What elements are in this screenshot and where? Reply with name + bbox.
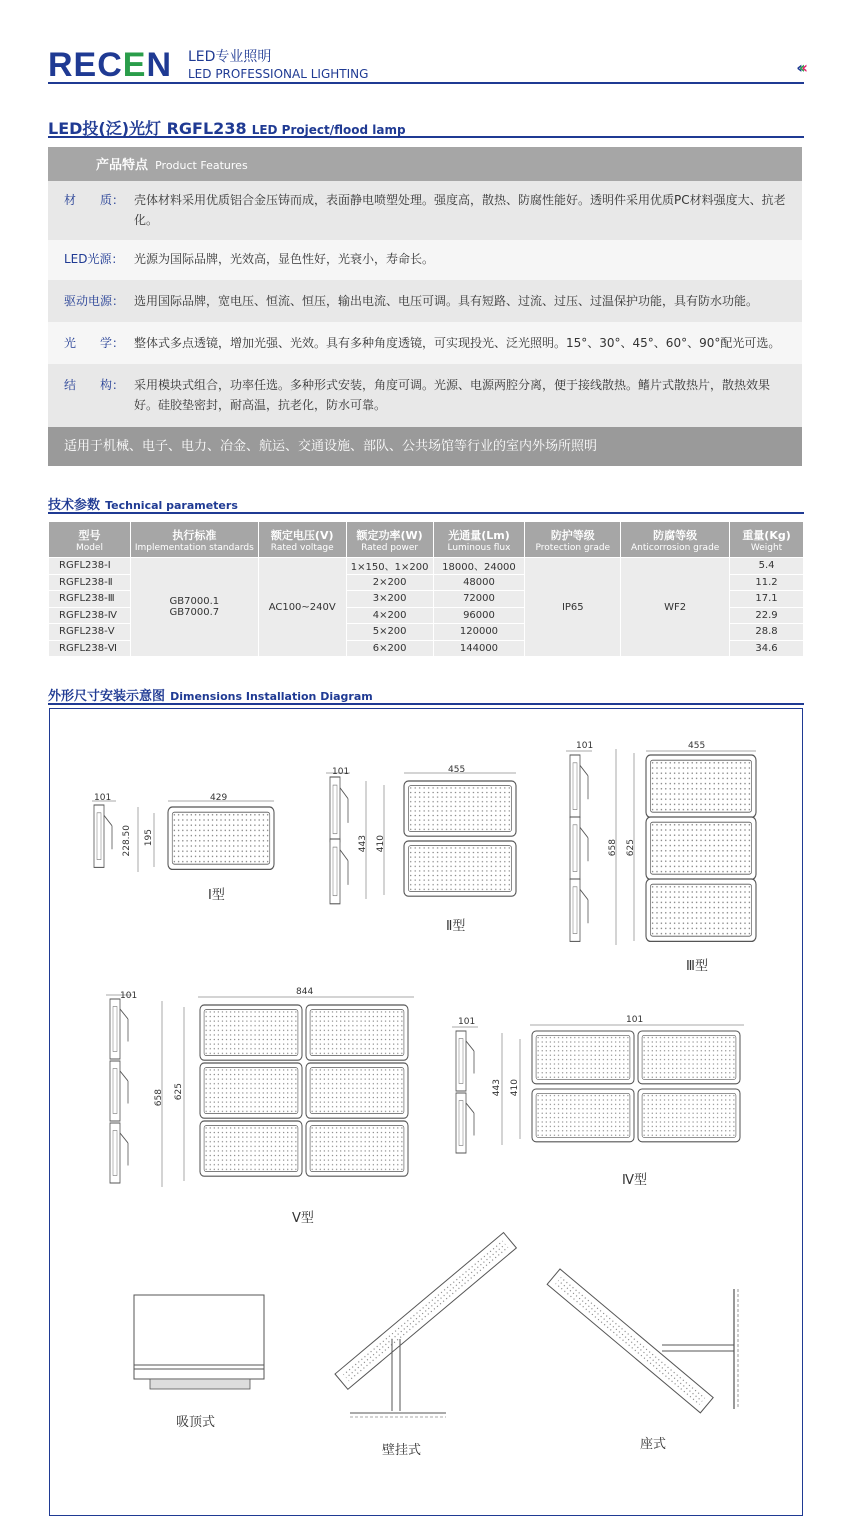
features-header-en: Product Features xyxy=(155,159,248,172)
voltage-cell: AC100~240V xyxy=(258,558,346,657)
standard-cell: GB7000.1 GB7000.7 xyxy=(130,558,258,657)
title-en: LED Project/flood lamp xyxy=(251,123,406,137)
tech-title-en: Technical parameters xyxy=(105,499,238,512)
diagram-title xyxy=(48,685,804,705)
table-row: RGFL238-Ⅱ 2×200 48000 11.2 xyxy=(49,574,804,591)
feature-text: 整体式多点透镜，增加光强、光效。具有多种角度透镜，可实现投光、泛光照明。15°、30°、45°、60°、90°配光可选。 xyxy=(134,336,781,350)
feature-text: 壳体材料采用优质铝合金压铸而成，表面静电喷塑处理。强度高，散热、防腐性能好。透明件采用优质PC材料强度大、抗老化。 xyxy=(134,193,786,227)
dim-label: 228.50 xyxy=(122,825,132,857)
type-1-label: Ⅰ型 xyxy=(208,888,225,903)
feature-row-optics xyxy=(48,322,802,364)
col-flux: 光通量(Lm) Luminous flux xyxy=(433,522,525,558)
col-power: 额定功率(W) Rated power xyxy=(346,522,433,558)
type-2-label: Ⅱ型 xyxy=(446,919,466,934)
dim-label: 455 xyxy=(688,741,706,751)
table-row: RGFL238-Ⅵ 6×200 144000 34.6 xyxy=(49,640,804,657)
tech-params-title xyxy=(48,494,804,514)
dim-label: 195 xyxy=(144,829,154,847)
type-3-drawing xyxy=(566,749,756,945)
feature-row-structure xyxy=(48,364,802,427)
protection-cell: IP65 xyxy=(525,558,621,657)
feature-label: 结 构： xyxy=(64,378,125,392)
col-model: 型号 Model xyxy=(49,522,131,558)
dim-label: 625 xyxy=(626,839,636,857)
type-1-drawing xyxy=(92,801,274,872)
tech-title-cn: 技术参数 xyxy=(48,498,101,513)
dim-label: 429 xyxy=(210,793,228,803)
diagram-title-cn: 外形尺寸安装示意图 xyxy=(48,689,166,704)
feature-text: 采用模块式组合，功率任选。多种形式安装，角度可调。光源、电源两腔分离，便于接线散热。鳍片式散热片，散热效果好。硅胶垫密封，耐高温，抗老化，防水可靠。 xyxy=(134,378,771,412)
feature-text: 光源为国际品牌，光效高，显色性好，光衰小，寿命长。 xyxy=(134,252,435,266)
dim-label: 443 xyxy=(492,1079,502,1097)
feature-row-driver xyxy=(48,280,802,322)
col-anticorrosion: 防腐等级 Anticorrosion grade xyxy=(621,522,730,558)
dim-label: 101 xyxy=(94,793,112,803)
dim-label: 844 xyxy=(296,987,314,997)
brand-logo: RECEN xyxy=(48,46,173,84)
col-standard: 执行标准 Implementation standards xyxy=(130,522,258,558)
type-3-label: Ⅲ型 xyxy=(686,959,708,974)
type-4-label: Ⅳ型 xyxy=(622,1173,647,1188)
tagline-cn: LED专业照明 xyxy=(188,49,272,65)
dim-label: 625 xyxy=(174,1083,184,1101)
features-footer: 适用于机械、电子、电力、冶金、航运、交通设施、部队、公共场馆等行业的室内外场所照明 xyxy=(48,427,802,466)
features-header-cn: 产品特点 xyxy=(96,158,149,173)
dim-label: 658 xyxy=(154,1089,164,1107)
feature-label: 驱动电源： xyxy=(64,294,125,308)
type-5-label: Ⅴ型 xyxy=(292,1211,314,1226)
product-features xyxy=(48,147,802,466)
table-row: RGFL238-Ⅳ 4×200 96000 22.9 xyxy=(49,607,804,624)
wall-mount-drawing xyxy=(335,1233,516,1417)
dim-label: 101 xyxy=(332,767,350,777)
dim-label: 410 xyxy=(510,1079,520,1097)
ceiling-mount-drawing xyxy=(134,1295,264,1389)
feature-row-led xyxy=(48,240,802,280)
feature-label: LED光源： xyxy=(64,252,124,266)
table-row: RGFL238-Ⅲ 3×200 72000 17.1 xyxy=(49,591,804,608)
feature-label: 材 质： xyxy=(64,193,125,207)
page-header xyxy=(48,42,804,84)
dim-label: 443 xyxy=(358,835,368,853)
table-row: RGFL238-Ⅰ GB7000.1 GB7000.7 AC100~240V 1×150、1×200 18000、24000 IP65 WF2 5.4 xyxy=(49,558,804,575)
spec-table xyxy=(48,521,804,657)
feature-label: 光 学： xyxy=(64,336,125,350)
dim-label: 101 xyxy=(576,741,594,751)
brand-tagline xyxy=(188,46,368,81)
ceiling-mount-label: 吸顶式 xyxy=(176,1415,216,1430)
dim-label: 658 xyxy=(608,839,618,857)
seat-mount-drawing xyxy=(547,1269,738,1413)
feature-row-material xyxy=(48,181,802,240)
features-header xyxy=(48,147,802,181)
dimensions-diagram xyxy=(49,708,803,1516)
diagram-drawing xyxy=(50,709,804,1517)
col-weight: 重量(Kg) Weight xyxy=(730,522,804,558)
dim-label: 455 xyxy=(448,765,466,775)
anticorrosion-cell: WF2 xyxy=(621,558,730,657)
col-protection: 防护等级 Protection grade xyxy=(525,522,621,558)
type-2-drawing xyxy=(326,773,516,904)
dim-label: 410 xyxy=(376,835,386,853)
title-cn: LED投(泛)光灯 RGFL238 xyxy=(48,119,247,138)
type-5-drawing xyxy=(106,995,414,1187)
dim-label: 101 xyxy=(120,991,138,1001)
chevron-left-icon: ‹‹‹ xyxy=(796,58,804,77)
wall-mount-label: 壁挂式 xyxy=(382,1443,422,1458)
seat-mount-label: 座式 xyxy=(640,1437,667,1452)
diagram-title-en: Dimensions Installation Diagram xyxy=(170,690,373,703)
table-row: RGFL238-Ⅴ 5×200 120000 28.8 xyxy=(49,624,804,641)
dim-label: 101 xyxy=(458,1017,476,1027)
tagline-en: LED PROFESSIONAL LIGHTING xyxy=(188,67,369,81)
page-title xyxy=(48,116,804,138)
table-header-row xyxy=(49,522,804,558)
dim-label: 101 xyxy=(626,1015,644,1025)
col-voltage: 额定电压(V) Rated voltage xyxy=(258,522,346,558)
feature-text: 选用国际品牌，宽电压、恒流、恒压，输出电流、电压可调。具有短路、过流、过压、过温保护功能，具有防水功能。 xyxy=(134,294,759,308)
